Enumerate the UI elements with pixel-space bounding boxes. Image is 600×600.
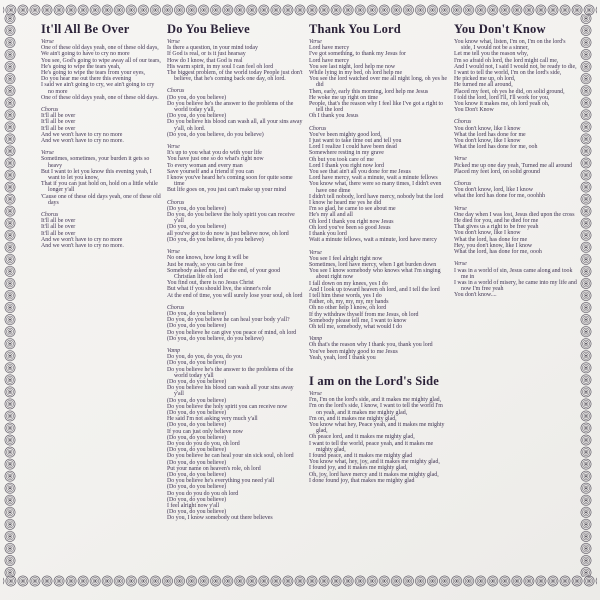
- stanza: [454, 156, 577, 175]
- song: [454, 23, 577, 299]
- lyric-line: To every woman and every man: [167, 162, 243, 169]
- lyric-line: Lord I realize I could have been dead: [309, 144, 397, 151]
- lyric-line: You Don't Know: [454, 107, 494, 114]
- lyric-line: And I would not, I said I would not, be ready to die,: [454, 63, 577, 70]
- lyric-line: People, that's the reason why I feel like I've got a right to tell the lord: [309, 101, 444, 114]
- lyric-line: Placed my feet, oh yes he did, on solid ground,: [454, 88, 565, 95]
- lyric-line: I thank you lord: [309, 231, 347, 238]
- lyric-line: You know what, hey, joy, and it makes me mighty glad,: [309, 459, 440, 466]
- lyric-line: He turned me all around,: [454, 82, 513, 89]
- lyric-line: I done found joy, that makes me mighty glad: [309, 477, 415, 484]
- song: [309, 23, 448, 361]
- lyric-line: Oh no other help I know, oh lord: [309, 305, 387, 312]
- lyric-line: At the end of time, you will surely lose your soul, oh lord: [167, 292, 303, 299]
- lyric-line: I said we ain't going to cry, we ain't going to cry no more: [41, 82, 155, 95]
- lyric-line: (Do you, do you believe): [167, 224, 227, 231]
- lyric-line: It'll all be over: [41, 224, 76, 231]
- lyric-line: (Do you, do you believe): [167, 94, 227, 101]
- lyric-line: Somewhere resting in my grave: [309, 150, 384, 157]
- lyric-line: Picked me up one day yeah, Turned me all around: [454, 162, 573, 169]
- song-title: It'll All Be Over: [41, 23, 130, 36]
- lyric-line: His warm spirit, in my soul I can feel oh lord: [167, 63, 274, 70]
- lyric-line: I want to tell the world, I'm on the lord's side,: [454, 70, 562, 77]
- lyric-line: 'Cause one of these old days yeah, one of these old days: [41, 193, 161, 206]
- lyric-line: Do you believe his blood can wash all, all your sins away y'all, oh lord.: [167, 119, 303, 132]
- lyric-line: He's going to wipe the tears from your eyes,: [41, 70, 145, 77]
- stanza-label: Chorus: [454, 119, 472, 126]
- lyric-line: You see I know somebody who knows what I'm singing about right now: [309, 268, 441, 281]
- lyric-line: Put your name on heaven's role, oh lord: [167, 465, 261, 472]
- lyric-line: Oh that's the reason why I thank you, thank you lord: [309, 342, 433, 349]
- lyric-line: (Do you, do you believe): [167, 496, 227, 503]
- lyric-line: Oh lord you've been so good Jesus: [309, 224, 391, 231]
- stanza: [41, 107, 161, 144]
- stanza-label: Vamp: [167, 347, 181, 354]
- lyric-line: I tell him these words, yes I do: [309, 292, 382, 299]
- lyric-line: You see that ain't all you done for me Jesus: [309, 169, 411, 176]
- stanza: [167, 39, 303, 82]
- lyric-line: all you've got to do now is just believe now, oh lord: [167, 230, 289, 237]
- lyric-line: (Do you, do you believe): [167, 409, 227, 416]
- lyric-line: He died for you, and he died for me: [454, 218, 539, 225]
- lyric-line: You find out, there is no Jesus Christ: [167, 280, 254, 287]
- lyric-line: (Do you, do you believe): [167, 447, 227, 454]
- stanza: [454, 181, 577, 200]
- lyric-line: If God is real, or is it just hearsay: [167, 51, 246, 58]
- stanza: [454, 119, 577, 150]
- stanza-label: Chorus: [167, 304, 185, 311]
- lyric-line: And we won't have to cry no more.: [41, 243, 124, 250]
- lyric-line: It'll all be over: [41, 218, 76, 225]
- lyric-line: Do you do you do you oh lord: [167, 490, 239, 497]
- song: [309, 375, 448, 484]
- song-title: I am on the Lord's Side: [309, 373, 439, 388]
- lyric-line: I was in a world of misery, he came into my life and now I'm free yeah: [454, 279, 577, 293]
- lyric-line: I was in a world of sin, Jesus came along and took me in: [454, 267, 573, 280]
- lyric-line: It'll all be over: [41, 119, 76, 126]
- lyric-line: If thy withdraw thyself from me Jesus, oh lord: [309, 311, 419, 318]
- stanza-label: Verse: [167, 144, 180, 151]
- song-title: Thank You Lord: [309, 23, 401, 36]
- stanza: [309, 336, 448, 361]
- lyric-line: I just want to take time out and tell you: [309, 138, 402, 145]
- lyric-line: That if you can just hold on, hold on a little while longer y'all: [41, 181, 158, 194]
- stanza: [167, 200, 303, 243]
- lyric-line: Do you believe the holy spirit you can receive now: [167, 403, 288, 410]
- lyric-line: Sometimes, sometimes, your burden it gets so heavy: [41, 156, 150, 169]
- lyric-line: Oh tell me, somebody, what would I do: [309, 323, 403, 330]
- lyric-line: What the lord has done for me: [454, 131, 526, 138]
- lyric-line: That gives us a right to be free yeah: [454, 224, 539, 231]
- lyric-line: And we won't have to cry no more: [41, 236, 123, 243]
- lyric-line: Do you believe he's the answer to the problems of the world today y'all,: [167, 100, 294, 114]
- lyric-line: We ain't going to have to cry no more: [41, 51, 130, 58]
- song-title: Do You Believe: [167, 23, 250, 36]
- lyric-line: It's up to you what you do with your life: [167, 150, 262, 157]
- stanza-label: Verse: [167, 39, 180, 45]
- lyric-line: It'll all be over: [41, 230, 76, 237]
- lyric-line: Lord have mercy: [309, 45, 350, 52]
- stanza-label: Verse: [309, 39, 322, 45]
- stanza-label: Verse: [41, 39, 54, 45]
- lyric-line: Hey, you don't know, like I know: [454, 242, 533, 249]
- stanza-label: Verse: [454, 156, 467, 163]
- lyric-line: It'll all be over: [41, 113, 76, 120]
- lyric-line: (Do you, do you believe): [167, 360, 227, 367]
- stanza-label: Verse: [454, 261, 467, 268]
- lyric-line: You see I feel alright right now: [309, 255, 383, 262]
- stanza: [167, 249, 303, 299]
- lyric-line: Do you, do you, do you, do you: [167, 354, 242, 361]
- lyric-line: Placed my feet lord, on solid ground: [454, 168, 540, 175]
- lyric-line: And we won't have to cry no more: [41, 131, 123, 138]
- lyric-line: Father, oh, my, my, my, my hands: [309, 299, 389, 306]
- stanza-label: Chorus: [41, 212, 59, 219]
- lyric-line: What the lord, has done for me: [454, 236, 528, 243]
- lyric-line: The biggest problem, of the world today People just don't believe, that he's coming back one day, oh lord.: [167, 70, 303, 83]
- lyrics-content: [41, 23, 583, 572]
- lyric-line: I want to tell the world, peace yeah, and it makes me mighty glad,: [309, 440, 434, 453]
- lyric-line: You see the lord watched over me all night long, oh yes he did: [309, 76, 447, 89]
- stanza: [167, 348, 303, 522]
- lyrics-column: [41, 23, 167, 572]
- lyric-line: (Do you, do you believe): [167, 459, 227, 466]
- stanza: [309, 391, 448, 484]
- lyric-line: How do I know, that God is real: [167, 57, 243, 64]
- lyric-line: Wait a minute fellows, wait a minute, lord have mercy: [309, 237, 437, 244]
- lyric-line: I feel alright now y'all: [167, 503, 220, 510]
- lyric-line: Do you do you do you, oh lord: [167, 440, 240, 447]
- lyric-line: I'm on the lord's side, I know, I want to tell the world I'm on yeah, and it makes me mighty glad,: [309, 403, 443, 416]
- lyrics-column: [309, 23, 454, 572]
- lyric-line: (Do you, do you believe): [167, 397, 227, 404]
- lyric-line: You know what, listen, I'm on, I'm on the lord's side, I would not be a sinner,: [454, 39, 566, 52]
- lyric-line: But life goes on, you just can't make up your mind: [167, 187, 287, 194]
- lyric-line: You have just one so do what's right now: [167, 156, 264, 163]
- lyric-line: He picked me up, oh lord,: [454, 76, 516, 83]
- lyric-line: Oh I thank you Jesus: [309, 113, 359, 120]
- lyric-line: Do you, I know somebody out there believes: [167, 515, 273, 522]
- lyric-line: (Do you, do you believe, do you believe): [167, 335, 264, 342]
- lyrics-column: [454, 23, 583, 572]
- stanza: [309, 39, 448, 120]
- lyric-line: You see last night, lord help me now: [309, 63, 396, 70]
- lyric-line: While lying in my bed, oh lord help me: [309, 70, 403, 77]
- lyric-line: I told the lord, lord I'll, I'll work for you,: [454, 94, 550, 101]
- lyric-line: Lord have mercy, wait a minute, wait a minute fellows: [309, 175, 438, 182]
- lyric-line: You don't know....: [454, 292, 497, 299]
- lyric-line: I'm so afraid oh lord, the lord might call me,: [454, 57, 559, 64]
- lyric-line: You don't know, like I know: [454, 138, 521, 145]
- lyric-line: Sometimes, lord have mercy, when I get burden down: [309, 261, 437, 268]
- stanza: [454, 261, 577, 298]
- lyric-line: You don't know, like I know: [454, 125, 521, 132]
- lyric-line: Do you believe he's the answer to the problems of the world today y'all: [167, 366, 294, 379]
- lyric-line: And I look up toward heaven oh lord, and I tell the lord: [309, 286, 440, 293]
- lyric-line: (Do you, do you believe): [167, 113, 227, 120]
- stanza: [167, 305, 303, 342]
- lyric-line: Oh, joy, lord have mercy and it makes me mighty glad,: [309, 471, 439, 478]
- lyric-line: I know you've heard he's coming soon for quite some time: [167, 175, 293, 188]
- lyric-line: Save yourself and a friend if you can: [167, 168, 254, 175]
- lyric-line: what the lord has done for me, ooohhh: [454, 193, 545, 200]
- lyric-line: Do you, do you believe he can heal your body y'all?: [167, 317, 290, 324]
- lyric-line: If you can just only believe now: [167, 428, 243, 435]
- lyric-line: (Do you, do you believe, do you believe): [167, 131, 264, 138]
- lyric-line: I fall down on my knees, yes I do: [309, 280, 388, 287]
- lyric-line: I'm, I'm on the lord's side, and it makes me mighty glad,: [309, 397, 442, 404]
- lyric-line: But I want to let you know this evening yeah, I want to let you know,: [41, 168, 152, 182]
- lyric-line: (Do you, do you believe): [167, 378, 227, 385]
- lyric-line: You don't know, lord, like I know: [454, 187, 533, 194]
- lyric-line: I found joy, and it makes me mighty glad,: [309, 465, 408, 472]
- lyric-line: Then, early, early this morning, lord help me Jesus: [309, 88, 429, 95]
- stanza: [41, 39, 161, 101]
- lyric-line: You know what, there were so many times, I didn't even have one dime: [309, 181, 442, 194]
- lyric-line: You know it makes me, oh lord yeah oh,: [454, 101, 550, 108]
- lyric-line: (Do you, do you believe): [167, 422, 227, 429]
- lyric-line: You've been mighty good lord,: [309, 131, 382, 138]
- lyric-line: You know what hey, Peace yeah, and it makes me mighty glad,: [309, 421, 445, 435]
- stanza: [41, 212, 161, 249]
- lyric-line: He said I'm not asking very much y'all: [167, 416, 258, 423]
- decorative-border-bottom: [3, 575, 597, 587]
- lyric-line: (Do you, do you believe): [167, 434, 227, 441]
- lyric-line: I'm so glad, he came to see about me: [309, 206, 396, 213]
- lyric-line: (Do you, do you believe): [167, 205, 227, 212]
- lyric-line: He woke me up right on time: [309, 94, 379, 101]
- stanza-label: Chorus: [41, 107, 59, 114]
- lyric-line: He's my all and all: [309, 212, 353, 219]
- lyric-line: He's going to wipe the tears yeah,: [41, 63, 121, 70]
- stanza-label: Verse: [167, 249, 180, 256]
- stanza-label: Verse: [309, 390, 322, 397]
- stanza-label: Chorus: [454, 181, 472, 188]
- lyric-line: You've been mighty good to me Jesus: [309, 348, 398, 355]
- stanza-label: Chorus: [167, 199, 185, 206]
- lyric-line: Oh peace lord, and it makes me mighty glad,: [309, 434, 415, 441]
- stanza: [167, 144, 303, 194]
- decorative-border-top: [3, 4, 597, 16]
- lyric-line: You see, God's going to wipe away all of our tears,: [41, 57, 161, 64]
- stanza: [167, 88, 303, 138]
- lyric-line: I've got something, to thank my Jesus for: [309, 51, 406, 58]
- lyric-line: One day when I was lost, Jesus died upon the cross: [454, 211, 575, 218]
- lyric-line: Somebody please tell me, I want to know: [309, 317, 407, 324]
- lyric-line: I know he heard me yes he did: [309, 200, 382, 207]
- stanza: [309, 250, 448, 331]
- lyric-line: Do you believe he's everything you need y'all: [167, 478, 275, 485]
- lyric-line: Is there a question, in your mind today: [167, 45, 258, 52]
- lyric-line: (Do you, do you believe): [167, 472, 227, 478]
- lyric-line: (Do you, do you believe): [167, 484, 227, 491]
- lyric-line: Do you, do you believe the holy spirit you can receive y'all: [167, 212, 295, 225]
- lyric-line: Do you hear me out there this evening: [41, 76, 132, 83]
- lyric-line: But what if you should live, the sinner's role: [167, 286, 272, 293]
- stanza-label: Chorus: [309, 125, 327, 132]
- lyrics-column: [167, 23, 309, 572]
- lyric-line: (Do you, do you believe): [167, 310, 227, 317]
- lyric-line: I'm on, and it makes me mighty glad,: [309, 415, 397, 422]
- lyric-line: Do you believe his blood can wash all your sins away y'all: [167, 385, 294, 398]
- lyric-line: Let me tell you the reason why,: [454, 51, 529, 58]
- decorative-border-left: [4, 14, 16, 577]
- stanza: [454, 39, 577, 113]
- lyric-line: Do you believe he can heal your sin sick soul, oh lord: [167, 453, 294, 460]
- stanza-label: Chorus: [167, 88, 185, 95]
- lyric-line: It'll all be over: [41, 125, 76, 132]
- stanza: [454, 206, 577, 256]
- lyric-line: I didn't tell nobody, lord have mercy, nobody but the lord: [309, 193, 444, 200]
- song: [41, 23, 161, 249]
- stanza-label: Verse: [454, 205, 467, 212]
- lyric-line: I found peace, and it makes me mighty glad: [309, 452, 413, 459]
- stanza-label: Verse: [309, 249, 322, 256]
- lyric-line: Lord have mercy: [309, 57, 350, 64]
- lyric-line: Just be ready, so you can be free: [167, 261, 244, 268]
- lyric-line: No one knows, how long it will be: [167, 255, 249, 262]
- lyric-line: (Do you, do you believe): [167, 509, 227, 516]
- stanza-label: Vamp: [309, 336, 323, 343]
- lyric-line: You don't know, like I know: [454, 230, 521, 237]
- lyric-line: And we won't have to cry no more.: [41, 138, 124, 145]
- lyric-line: Somebody asked me, if at the end, of your good Christian life oh lord: [167, 267, 281, 280]
- lyric-line: (Do you, do you believe): [167, 323, 227, 330]
- lyric-line: Yeah, yeah, lord I thank you: [309, 354, 376, 361]
- lyric-line: One of these old days yeah, one of these old days.: [41, 94, 159, 101]
- stanza: [41, 150, 161, 206]
- stanza-label: Verse: [41, 150, 54, 157]
- lyric-line: What the lord has done for me, ooh: [454, 144, 538, 151]
- lyric-line: Do you believe he can give you peace of mind, oh lord: [167, 329, 297, 336]
- lyric-line: Oh but you took care of me: [309, 156, 374, 163]
- lyric-line: One of these old days yeah, one of these old days,: [41, 45, 159, 52]
- lyric-line: What the lord, has done for me, oooh: [454, 249, 542, 256]
- song: [167, 23, 303, 522]
- lyric-line: Oh lord I thank you right now Jesus: [309, 218, 394, 225]
- stanza: [309, 126, 448, 244]
- lyric-line: Lord I thank you right now lord: [309, 162, 384, 169]
- song-title: You Don't Know: [454, 23, 546, 36]
- lyric-line: (Do you, do you believe, do you believe): [167, 236, 264, 243]
